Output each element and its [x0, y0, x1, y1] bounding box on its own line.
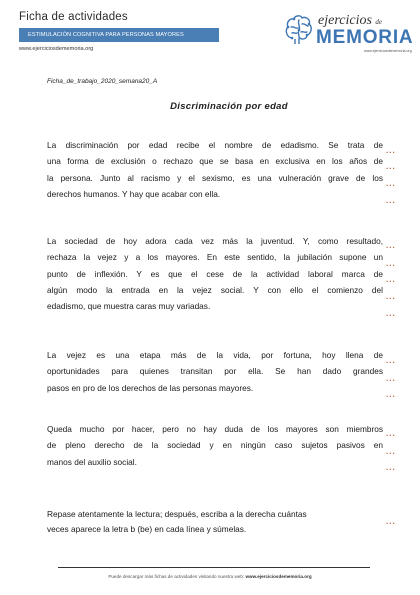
- answer-blank[interactable]: ...: [386, 309, 396, 318]
- text-line: oportunidades para quienes transitan por ella. Se han dado grandes: [47, 366, 383, 377]
- answer-blank[interactable]: ...: [386, 241, 396, 250]
- total-answer-blank[interactable]: ...: [386, 517, 396, 526]
- reading-title: Discriminación por edad: [170, 101, 288, 112]
- worksheet-header: [19, 10, 219, 54]
- answer-blank[interactable]: ...: [386, 259, 396, 268]
- text-line: La discriminación por edad recibe el nombre de edadismo. Se trata de: [47, 140, 383, 150]
- answer-blank[interactable]: ...: [386, 292, 396, 301]
- answer-blank[interactable]: ...: [386, 196, 396, 205]
- paragraph-4: [47, 421, 383, 470]
- answer-blank[interactable]: ...: [386, 447, 396, 456]
- paragraph-1: [47, 137, 383, 202]
- page-footer: [0, 574, 420, 579]
- paragraph-2: [47, 233, 383, 314]
- text-line: La vejez es una etapa más de la vida, por fortuna, hoy llena de: [47, 350, 383, 360]
- text-line: rechaza la vejez y a los mayores. En este sentido, la jubilación supone un: [47, 252, 383, 263]
- text-line: Queda mucho por hacer, pero no hay duda de los mayores son miembros: [47, 424, 383, 434]
- answer-blank[interactable]: ...: [386, 374, 396, 383]
- text-line: derechos humanos. Y hay que acabar con ella.: [47, 188, 221, 199]
- answer-blank[interactable]: ...: [386, 390, 396, 399]
- text-line: algún modo la entrada en la vejez social. Y con ello el comienzo del: [47, 284, 383, 295]
- text-line: manos del auxilio social.: [47, 456, 137, 467]
- footer-text: Puede descargar más fichas de actividades visitando nuestra web:: [108, 574, 245, 579]
- paragraph-3: [47, 347, 383, 396]
- exercise-instructions: [47, 507, 359, 536]
- answer-blank[interactable]: ...: [386, 179, 396, 188]
- brain-icon: [282, 12, 316, 46]
- answer-blank[interactable]: ...: [386, 463, 396, 472]
- subtitle-bar: ESTIMULACIÓN COGNITIVA PARA PERSONAS MAYORES: [19, 28, 219, 42]
- worksheet-type-title: Ficha de actividades: [19, 11, 128, 23]
- answer-blank[interactable]: ...: [386, 146, 396, 155]
- brand-logo: [282, 10, 416, 58]
- logo-text-main: MEMORIA: [316, 27, 414, 48]
- text-line: pasos en pro de los derechos de las personas mayores.: [47, 382, 254, 393]
- instruction-line: veces aparece la letra b (be) en cada línea y súmelas.: [47, 523, 247, 534]
- logo-text-top: ejercicios de: [318, 13, 383, 28]
- answer-blank[interactable]: ...: [386, 275, 396, 284]
- answer-blank[interactable]: ...: [386, 356, 396, 365]
- text-line: punto de inflexión. Y es que el cese de la actividad laboral marca de: [47, 268, 383, 279]
- header-url: www.ejerciciosdememoria.org: [19, 46, 94, 52]
- text-line: la persona. Junto al racismo y el sexismo, es una vulneración grave de los: [47, 172, 383, 183]
- answer-blank[interactable]: ...: [386, 429, 396, 438]
- logo-url: www.ejerciciosdememoria.org: [364, 49, 412, 53]
- instruction-line: Repase atentamente la lectura; después, escriba a la derecha cuántas: [47, 509, 307, 519]
- text-line: edadismo, que muestra caras muy variadas.: [47, 301, 211, 312]
- worksheet-file-id: Ficha_de_trabajo_2020_semana20_A: [47, 78, 158, 85]
- footer-divider: [58, 567, 370, 568]
- footer-url: www.ejerciciosdememoria.org: [245, 574, 312, 579]
- answer-blank[interactable]: ...: [386, 162, 396, 171]
- text-line: La sociedad de hoy adora cada vez más la juventud. Y, como resultado,: [47, 236, 383, 246]
- text-line: una forma de exclusión o rechazo que se basa en exclusiva en los años de: [47, 156, 383, 167]
- text-line: de pleno derecho de la sociedad y en ningún caso sujetos pasivos en: [47, 440, 383, 451]
